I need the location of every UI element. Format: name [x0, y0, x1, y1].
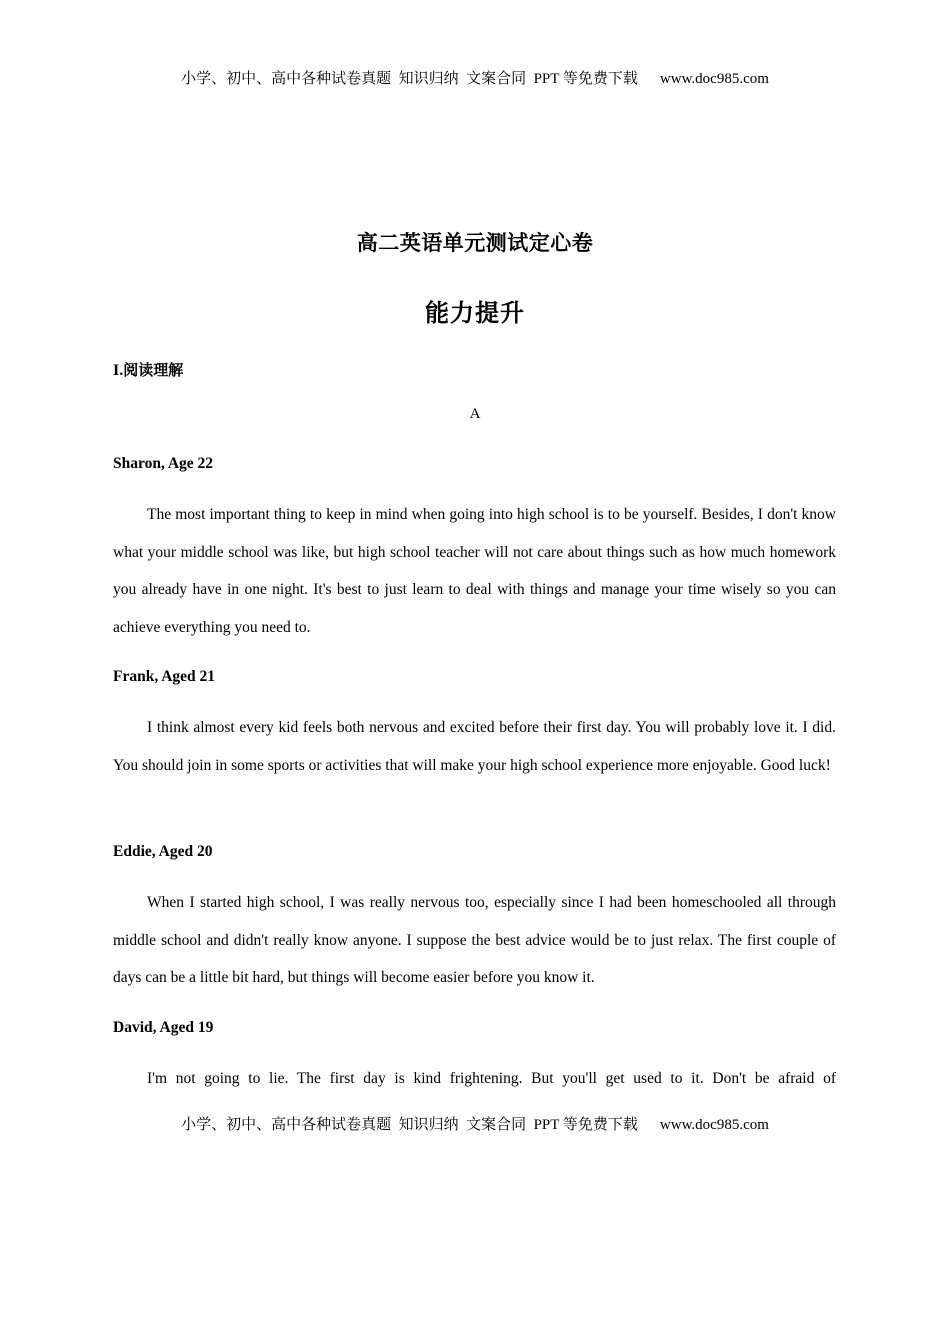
speaker-paragraph: When I started high school, I was really nervous too, especially since I had been homeschooled all through middle school and didn't really know anyone. I suppose the best advice would be to just relax. The first couple of days can be a little bit hard, but things will become easier before you know it.	[113, 894, 836, 986]
document-subtitle: 能力提升	[425, 299, 525, 327]
section-heading	[113, 359, 183, 382]
speaker-name: Frank, Aged 21	[113, 668, 216, 685]
speaker-paragraph: I think almost every kid feels both nervous and excited before their first day. You will probably love it. I did. You should join in some sports or activities that will make your high school experience more enjoyable. Good luck!	[113, 719, 836, 774]
header-url[interactable]: www.doc985.com	[659, 71, 769, 87]
section-title: 阅读理解	[123, 361, 184, 379]
page-footer	[0, 1115, 950, 1135]
section-number: I.	[113, 362, 124, 379]
speaker-name: David, Aged 19	[113, 1019, 214, 1036]
speaker-name: Eddie, Aged 20	[113, 843, 213, 860]
footer-url[interactable]: www.doc985.com	[659, 1117, 769, 1133]
page-header	[0, 69, 950, 89]
speaker-name: Sharon, Age 22	[113, 455, 214, 472]
document-title: 高二英语单元测试定心卷	[356, 231, 594, 255]
footer-text: 小学、初中、高中各种试卷真题 知识归纳 文案合同 PPT 等免费下载	[181, 1117, 638, 1133]
passage-label: A	[469, 406, 481, 422]
speaker-paragraph: I'm not going to lie. The first day is kind frightening. But you'll get used to it. Don't be afraid of	[147, 1070, 836, 1087]
speaker-paragraph: The most important thing to keep in mind when going into high school is to be yourself. Besides, I don't know what your middle school was like, but high school teacher will not care about things such as how much homework you already have in one night. It's best to just learn to deal with things and manage your time wisely so you can achieve everything you need to.	[113, 506, 836, 636]
header-text: 小学、初中、高中各种试卷真题 知识归纳 文案合同 PPT 等免费下载	[181, 71, 638, 87]
